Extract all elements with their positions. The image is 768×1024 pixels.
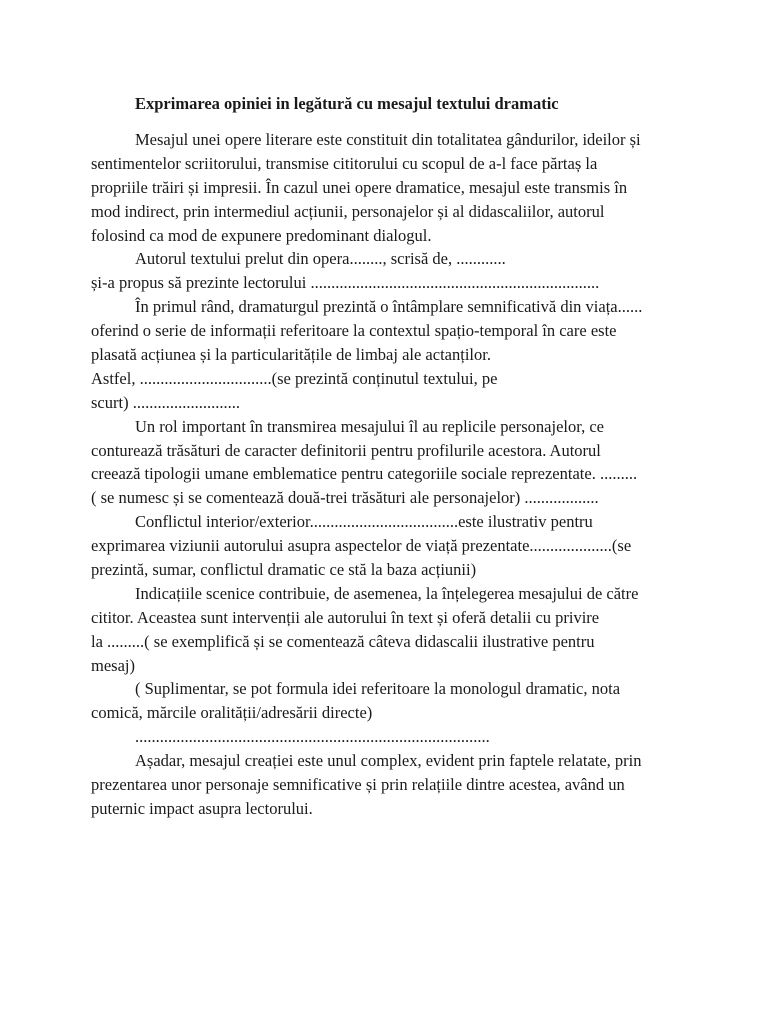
text-line: propriile trăiri și impresii. În cazul unei opere dramatice, mesajul este transmis în	[91, 177, 628, 197]
text-line: oferind o serie de informații referitoare la contextul spațio-temporal în care este	[91, 321, 617, 341]
text-line: creează tipologii umane emblematice pentru categoriile sociale reprezentate. .........	[91, 464, 638, 484]
text-line: În primul rând, dramaturgul prezintă o întâmplare semnificativă din viața......	[135, 297, 643, 317]
text-line: scurt) ..........................	[91, 392, 240, 412]
text-line: Mesajul unei opere literare este constituit din totalitatea gândurilor, ideilor și	[135, 130, 641, 149]
text-line: Autorul textului prelut din opera........, scrisă de, ............	[135, 249, 506, 269]
text-line: și-a propus să prezinte lectorului ......................................................................	[91, 273, 600, 293]
text-line: exprimarea viziunii autorului asupra aspectelor de viață prezentate....................(se	[91, 536, 632, 556]
text-line: mod indirect, prin intermediul acțiunii, personajelor și al didascaliilor, autorul	[91, 201, 605, 221]
text-line: la .........( se exemplifică și se comentează câteva didascalii ilustrative pentru	[91, 631, 595, 651]
text-line: ( se numesc și se comentează două-trei trăsături ale personajelor) ..................	[91, 488, 599, 508]
text-line: ......................................................................................	[135, 727, 490, 747]
text-line: cititor. Aceastea sunt intervenții ale autorului în text și oferă detalii cu privire	[91, 607, 600, 627]
text-line: Conflictul interior/exterior....................................este ilustrativ pentru	[135, 512, 593, 532]
text-line: conturează trăsături de caracter definitorii pentru profilurile acestora. Autorul	[91, 440, 601, 460]
text-line: plasată acțiunea și la particularitățile de limbaj ale actanților.	[91, 345, 491, 365]
text-line: puternic impact asupra lectorului.	[91, 798, 313, 818]
text-line: prezintă, sumar, conflictul dramatic ce stă la baza acțiunii)	[91, 560, 477, 580]
text-line: prezentarea unor personaje semnificative și prin relațiile dintre acestea, având un	[91, 775, 625, 795]
text-line: folosind ca mod de expunere predominant dialogul.	[91, 225, 432, 245]
text-line: Indicațiile scenice contribuie, de asemenea, la înțelegerea mesajului de către	[135, 583, 639, 603]
document-body	[91, 128, 691, 821]
text-line: comică, mărcile oralității/adresării directe)	[91, 703, 373, 723]
document-title: Exprimarea opiniei in legătură cu mesajul textului dramatic	[135, 94, 559, 113]
text-line: ( Suplimentar, se pot formula idei referitoare la monologul dramatic, nota	[135, 679, 621, 699]
text-line: Așadar, mesajul creației este unul complex, evident prin faptele relatate, prin	[135, 751, 642, 771]
text-line: Un rol important în transmirea mesajului îl au replicile personajelor, ce	[135, 416, 604, 436]
text-line: mesaj)	[91, 655, 135, 675]
text-line: Astfel, ................................(se prezintă conținutul textului, pe	[91, 368, 498, 388]
text-line: sentimentelor scriitorului, transmise cititorului cu scopul de a-l face părtaș la	[91, 153, 598, 173]
